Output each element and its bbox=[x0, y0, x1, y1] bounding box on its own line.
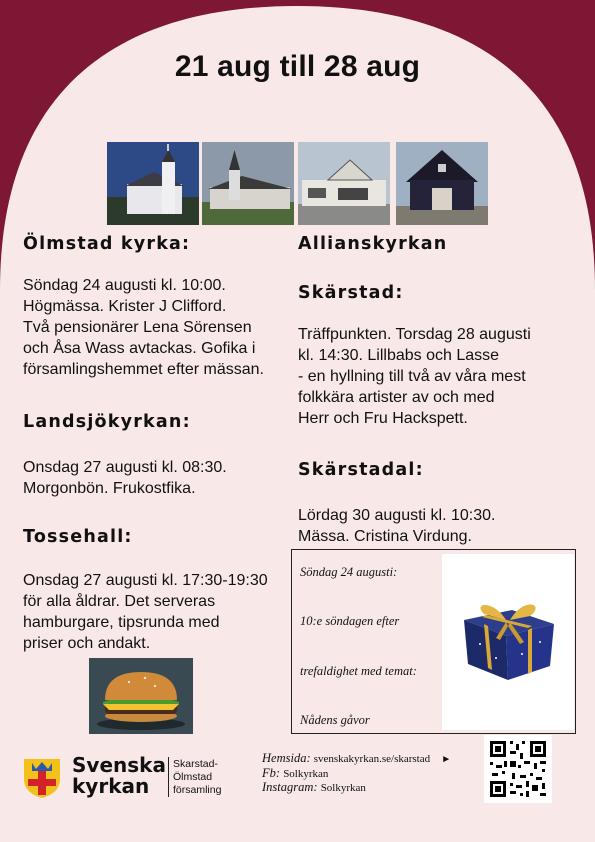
text-tossehall: Onsdag 27 augusti kl. 17:30-19:30 för alla åldrar. Det serveras hamburgare, tipsrunda med priser och andakt. bbox=[23, 572, 268, 652]
page-title: 21 aug till 28 aug bbox=[174, 50, 421, 83]
instagram-label: Instagram: bbox=[262, 780, 318, 794]
heading-allianskyrkan: Allianskyrkan bbox=[298, 234, 448, 254]
photo-skarstad-building bbox=[298, 142, 390, 225]
heading-skarstad: Skärstad: bbox=[298, 283, 404, 303]
website-label: Hemsida: bbox=[262, 751, 311, 765]
text-landsjokyrkan: Onsdag 27 augusti kl. 08:30. Morgonbön. Frukostfika. bbox=[23, 459, 227, 497]
heading-tossehall: Tossehall: bbox=[23, 527, 133, 547]
text-skarstad: Träffpunkten. Torsdag 28 augusti kl. 14:30. Lillbabs och Lasse - en hyllning till två av våra mest folkkära artister av och med Herr och Fru Hackspett. bbox=[298, 326, 531, 427]
facebook-link[interactable]: Solkyrkan bbox=[283, 768, 329, 780]
photo-skarstadal-church bbox=[396, 142, 488, 225]
facebook-label: Fb: bbox=[262, 766, 281, 780]
svenska-kyrkan-logo bbox=[22, 757, 62, 804]
box-line-theme: trefaldighet med temat: bbox=[300, 664, 417, 678]
website-line bbox=[262, 751, 451, 766]
photo-landsjo-church bbox=[202, 142, 294, 225]
arrow-right-icon: ► bbox=[441, 754, 452, 765]
photo-olmstad-church bbox=[107, 142, 199, 225]
sunday-theme-box bbox=[291, 549, 576, 734]
logo-divider bbox=[168, 757, 169, 797]
burger-image bbox=[89, 658, 193, 734]
box-line-sunday: 10:e söndagen efter bbox=[300, 614, 400, 628]
heading-olmstad-kyrka: Ölmstad kyrka: bbox=[23, 234, 191, 254]
text-olmstad-kyrka: Söndag 24 augusti kl. 10:00. Högmässa. Krister J Clifford. Två pensionärer Lena Sörensen och Åsa Wass avtackas. Gofika i församlingshemmet efter mässan. bbox=[23, 277, 264, 378]
box-line-date: Söndag 24 augusti: bbox=[300, 565, 398, 579]
parish-name: Skarstad- Ölmstad församling bbox=[173, 758, 222, 796]
heading-landsjokyrkan: Landsjökyrkan: bbox=[23, 412, 191, 432]
facebook-line bbox=[262, 766, 328, 781]
instagram-line bbox=[262, 780, 366, 795]
crown-cross-icon bbox=[22, 757, 62, 799]
qr-code[interactable] bbox=[484, 735, 552, 803]
website-link[interactable]: svenskakyrkan.se/skarstad bbox=[313, 753, 431, 765]
gift-icon bbox=[442, 554, 574, 730]
heading-skarstadal: Skärstadal: bbox=[298, 460, 424, 480]
box-line-title: Nådens gåvor bbox=[300, 713, 370, 727]
text-skarstadal: Lördag 30 augusti kl. 10:30. Mässa. Cristina Virdung. bbox=[298, 507, 496, 545]
brand-line-2: kyrkan bbox=[72, 774, 150, 798]
brand-name bbox=[72, 755, 166, 797]
instagram-link[interactable]: Solkyrkan bbox=[320, 782, 366, 794]
brand-line-1: Svenska bbox=[72, 753, 166, 777]
